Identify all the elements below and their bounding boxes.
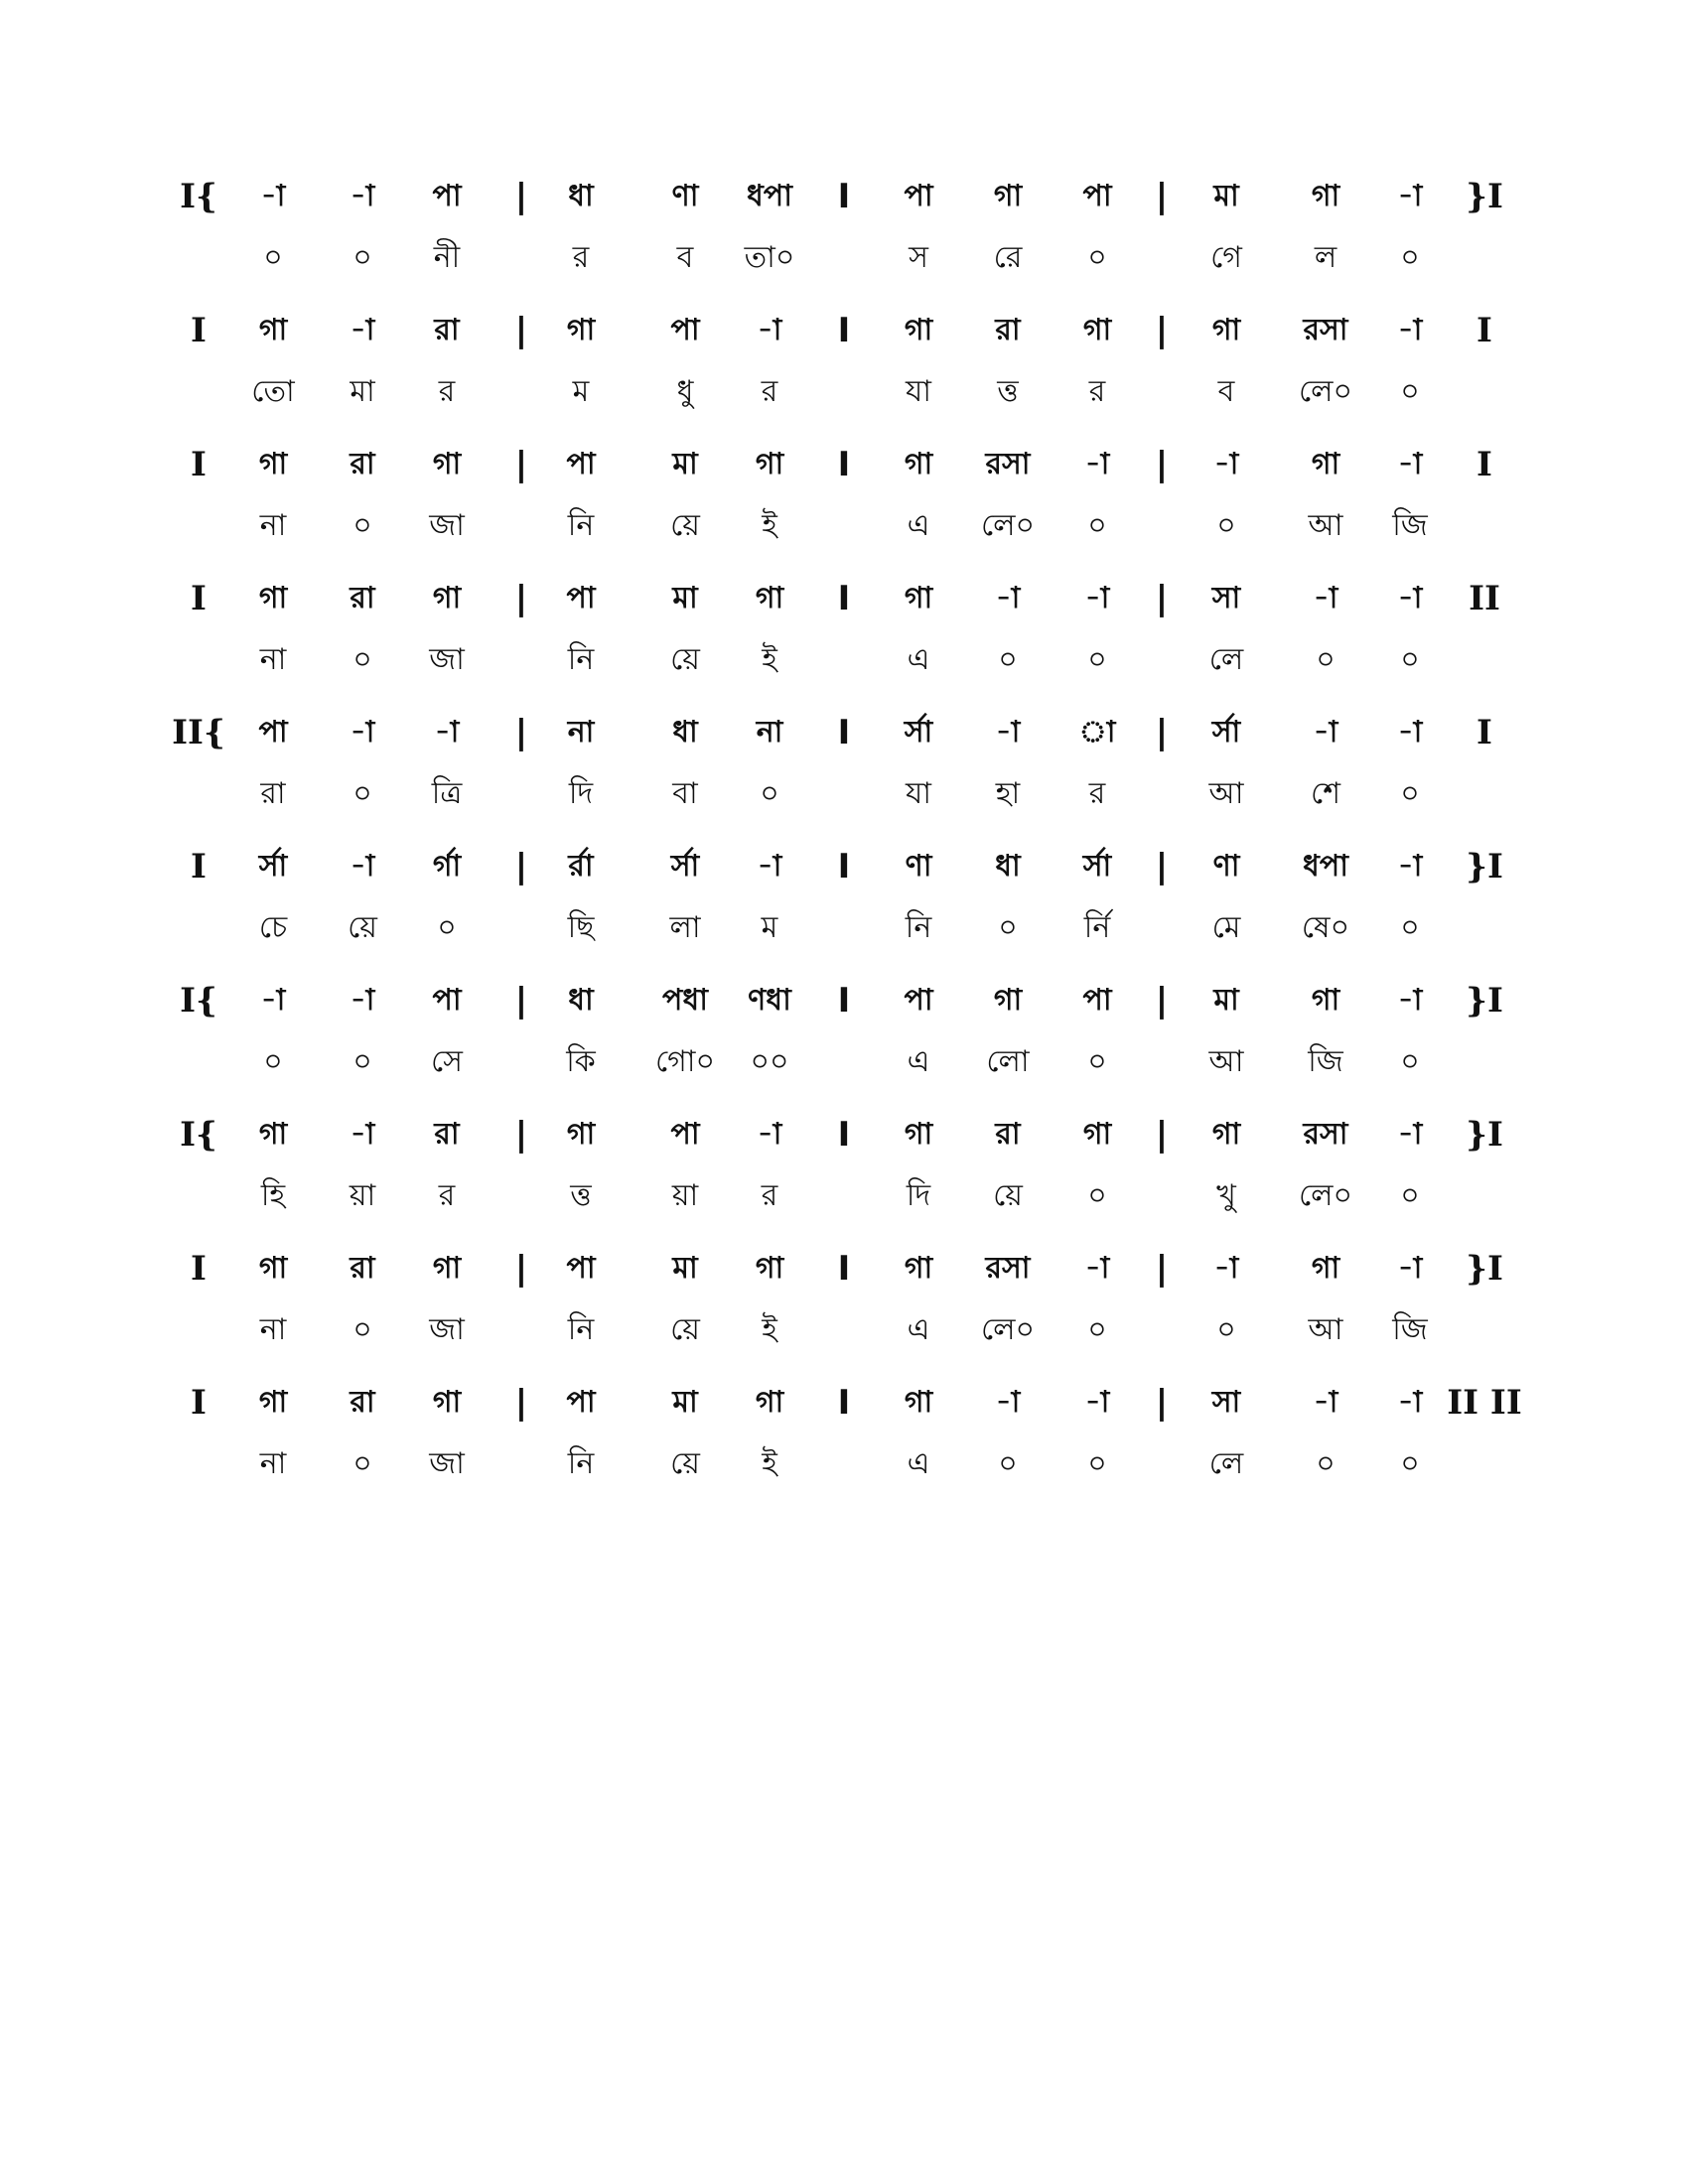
lyric-syllable: র (761, 1178, 778, 1213)
lyric-syllable: ষে০ (1301, 910, 1350, 945)
swara-note: -া (1397, 715, 1423, 750)
row-end-mark: }I (1466, 1249, 1503, 1289)
lyric-syllable: য়ে (348, 910, 377, 945)
swara-note: পা (566, 1251, 596, 1286)
lyric-syllable: ০ (1400, 1044, 1420, 1079)
lyric-syllable: ০ (352, 1446, 372, 1481)
bar-line: | (514, 445, 528, 484)
swara-note: -া (350, 179, 375, 213)
swara-note: পধা (662, 983, 708, 1018)
bar-line: I (837, 981, 851, 1021)
swara-note: র্রা (568, 849, 594, 884)
bar-line: I (837, 1249, 851, 1289)
lyric-syllable: ০ (352, 1312, 372, 1347)
lyric-syllable: আ (1308, 1312, 1343, 1347)
lyric-syllable: ম (572, 374, 590, 409)
bar-line: | (514, 981, 528, 1021)
swara-note: মা (672, 1251, 698, 1286)
swara-note: মা (672, 581, 698, 615)
swara-note: গা (904, 447, 933, 481)
bar-line: | (514, 713, 528, 752)
lyric-syllable: যা (906, 374, 931, 409)
lyric-syllable: হা (995, 776, 1021, 811)
swara-note: গা (1211, 1117, 1241, 1152)
bar-line: | (514, 1249, 528, 1289)
bar-line: | (514, 579, 528, 618)
swara-note: গা (1311, 447, 1340, 481)
swara-note: পা (670, 1117, 700, 1152)
lyric-syllable: র্নি (1083, 910, 1111, 945)
bar-line: | (1155, 847, 1169, 887)
lyric-syllable: ০ (1087, 642, 1107, 677)
swara-note: গা (432, 581, 462, 615)
lyric-syllable: জা (429, 642, 465, 677)
bar-line: I (837, 1115, 851, 1155)
lyric-syllable: নি (567, 1446, 595, 1481)
lyric-syllable: ব (1217, 374, 1235, 409)
lyric-syllable: ০ (352, 508, 372, 543)
swara-note: গা (258, 1385, 288, 1420)
lyric-syllable: মে (1211, 910, 1241, 945)
bar-line: | (514, 847, 528, 887)
swara-note: না (567, 715, 595, 750)
lyric-syllable: ০ (1316, 642, 1336, 677)
swara-note: রা (434, 1117, 460, 1152)
lyric-syllable: নী (433, 240, 461, 275)
bar-line: I (837, 1383, 851, 1423)
swara-note: রা (995, 313, 1021, 347)
lyric-syllable: লে (1208, 1446, 1244, 1481)
swara-note: গা (755, 1251, 784, 1286)
bar-line: | (514, 311, 528, 350)
lyric-syllable: ০ (1400, 240, 1420, 275)
lyric-syllable: এ (907, 508, 930, 543)
lyric-syllable: ই (762, 642, 777, 677)
lyric-syllable: ব (676, 240, 694, 275)
swara-note: গা (1311, 983, 1340, 1018)
lyric-syllable: লে০ (1298, 1178, 1353, 1213)
bar-line: I (837, 713, 851, 752)
bar-line: | (1155, 981, 1169, 1021)
row-start-mark: I{ (180, 981, 217, 1021)
swara-note: গা (258, 313, 288, 347)
lyric-syllable: য়ে (670, 1312, 700, 1347)
swara-note: -া (1397, 1251, 1423, 1286)
lyric-syllable: দি (568, 776, 594, 811)
lyric-syllable: যা (906, 776, 931, 811)
swara-note: রসা (985, 1251, 1031, 1286)
swara-note: গা (904, 1385, 933, 1420)
lyric-syllable: মা (350, 374, 375, 409)
bar-line: | (1155, 445, 1169, 484)
swara-note: রা (434, 313, 460, 347)
row-end-mark: I (1477, 445, 1492, 484)
swara-note: র্গা (432, 849, 462, 884)
swara-note: র্সা (258, 849, 288, 884)
lyric-syllable: জা (429, 1312, 465, 1347)
row-end-mark: II II (1447, 1383, 1522, 1423)
swara-note: রসা (1303, 1117, 1348, 1152)
lyric-syllable: ০ (1087, 1178, 1107, 1213)
lyric-syllable: এ (907, 1312, 930, 1347)
lyric-syllable: জি (1308, 1044, 1343, 1079)
lyric-syllable: ০ (263, 1044, 283, 1079)
lyric-syllable: বা (672, 776, 698, 811)
lyric-syllable: জি (1392, 1312, 1428, 1347)
lyric-syllable: ত্ত (570, 1178, 592, 1213)
swara-note: -া (1213, 447, 1239, 481)
swara-note: -া (1397, 983, 1423, 1018)
lyric-syllable: য়া (671, 1178, 699, 1213)
row-start-mark: I (191, 311, 207, 350)
swara-note: পা (432, 983, 462, 1018)
lyric-syllable: লে০ (980, 508, 1036, 543)
swara-note: -া (350, 313, 375, 347)
row-start-mark: I{ (180, 1115, 217, 1155)
lyric-syllable: ০ (1400, 776, 1420, 811)
lyric-syllable: দি (906, 1178, 931, 1213)
swara-note: া (1078, 715, 1116, 750)
lyric-syllable: ০ (1400, 642, 1420, 677)
swara-note: গা (993, 179, 1023, 213)
swara-note: -া (350, 849, 375, 884)
lyric-syllable: জা (429, 508, 465, 543)
lyric-syllable: হি (260, 1178, 286, 1213)
swara-note: গা (432, 1385, 462, 1420)
lyric-syllable: জা (429, 1446, 465, 1481)
lyric-syllable: ধু (676, 374, 694, 409)
swara-note: -া (1313, 715, 1338, 750)
lyric-syllable: র (438, 1178, 456, 1213)
swara-note: -া (995, 715, 1021, 750)
swara-note: গা (904, 581, 933, 615)
row-end-mark: I (1477, 713, 1492, 752)
swara-note: মা (1213, 983, 1239, 1018)
lyric-syllable: আ (1208, 776, 1244, 811)
swara-note: রসা (1303, 313, 1348, 347)
bar-line: | (1155, 177, 1169, 216)
swara-note: ণা (905, 849, 932, 884)
row-end-mark: }I (1466, 847, 1503, 887)
lyric-syllable: ০ (1316, 1446, 1336, 1481)
swara-note: -া (1313, 1385, 1338, 1420)
lyric-syllable: রে (993, 240, 1023, 275)
lyric-syllable: য়ে (670, 642, 700, 677)
swara-note: ধপা (1303, 849, 1348, 884)
lyric-syllable: না (259, 1446, 287, 1481)
swara-note: -া (1213, 1251, 1239, 1286)
swara-note: ণা (1212, 849, 1240, 884)
swara-note: -া (995, 581, 1021, 615)
lyric-syllable: ম (761, 910, 778, 945)
bar-line: | (514, 1115, 528, 1155)
swara-note: ণা (671, 179, 699, 213)
swara-note: -া (1084, 1251, 1110, 1286)
lyric-syllable: আ (1208, 1044, 1244, 1079)
row-end-mark: }I (1466, 177, 1503, 216)
swara-note: গা (432, 1251, 462, 1286)
lyric-syllable: চে (258, 910, 288, 945)
lyric-syllable: ০ (1087, 1446, 1107, 1481)
swara-note: গা (755, 581, 784, 615)
row-start-mark: I (191, 1249, 207, 1289)
swara-note: র্সা (904, 715, 933, 750)
swara-note: পা (904, 983, 933, 1018)
lyric-syllable: ০ (1216, 1312, 1236, 1347)
lyric-syllable: খু (1216, 1178, 1236, 1213)
lyric-syllable: না (259, 1312, 287, 1347)
lyric-syllable: ০ (760, 776, 779, 811)
swara-note: -া (995, 1385, 1021, 1420)
lyric-syllable: ই (762, 508, 777, 543)
lyric-syllable: ত্ত (997, 374, 1019, 409)
lyric-syllable: ০০ (750, 1044, 789, 1079)
lyric-syllable: ০ (437, 910, 457, 945)
bar-line: I (837, 177, 851, 216)
bar-line: | (1155, 1115, 1169, 1155)
swara-note: পা (670, 313, 700, 347)
swara-note: ণধা (748, 983, 791, 1018)
swara-note: ধা (672, 715, 698, 750)
lyric-syllable: ০ (352, 240, 372, 275)
swara-note: -া (1397, 1385, 1423, 1420)
swara-note: গা (258, 1117, 288, 1152)
swara-note: -া (757, 313, 782, 347)
swara-note: গা (566, 1117, 596, 1152)
lyric-syllable: ০ (1400, 1178, 1420, 1213)
swara-note: পা (1082, 179, 1112, 213)
lyric-syllable: ০ (1216, 508, 1236, 543)
swara-note: পা (432, 179, 462, 213)
swara-note: রা (350, 1251, 375, 1286)
lyric-syllable: ০ (1400, 910, 1420, 945)
swara-note: পা (566, 581, 596, 615)
swara-note: পা (904, 179, 933, 213)
lyric-syllable: র (572, 240, 590, 275)
lyric-syllable: ০ (998, 1446, 1018, 1481)
lyric-syllable: ত্রি (431, 776, 463, 811)
lyric-syllable: স (909, 240, 928, 275)
swara-note: -া (1397, 1117, 1423, 1152)
swara-note: সা (1211, 1385, 1241, 1420)
lyric-syllable: গে (1210, 240, 1242, 275)
swara-note: -া (350, 715, 375, 750)
swara-note: গা (566, 313, 596, 347)
lyric-syllable: য়া (349, 1178, 376, 1213)
swara-note: মা (672, 447, 698, 481)
swara-note: -া (1397, 313, 1423, 347)
swara-note: রা (350, 581, 375, 615)
swara-note: মা (672, 1385, 698, 1420)
swara-note: র্সা (1211, 715, 1241, 750)
bar-line: | (1155, 311, 1169, 350)
swara-note: গা (1082, 1117, 1112, 1152)
lyric-syllable: ০ (1087, 508, 1107, 543)
swara-note: না (756, 715, 783, 750)
lyric-syllable: ০ (352, 642, 372, 677)
swara-note: -া (260, 179, 286, 213)
swara-note: -া (1397, 581, 1423, 615)
swara-note: রা (350, 1385, 375, 1420)
lyric-syllable: ছি (567, 910, 595, 945)
lyric-syllable: জি (1392, 508, 1428, 543)
lyric-syllable: য়ে (670, 508, 700, 543)
swara-note: পা (1082, 983, 1112, 1018)
swara-note: -া (350, 983, 375, 1018)
swara-note: পা (566, 447, 596, 481)
bar-line: | (1155, 713, 1169, 752)
swara-note: -া (1397, 447, 1423, 481)
lyric-syllable: ০ (1400, 1446, 1420, 1481)
bar-line: | (1155, 579, 1169, 618)
lyric-syllable: না (259, 508, 287, 543)
lyric-syllable: ০ (1400, 374, 1420, 409)
lyric-syllable: রা (260, 776, 286, 811)
lyric-syllable: ০ (352, 1044, 372, 1079)
lyric-syllable: ০ (1087, 240, 1107, 275)
bar-line: | (1155, 1249, 1169, 1289)
swara-note: -া (434, 715, 460, 750)
row-end-mark: }I (1466, 1115, 1503, 1155)
lyric-syllable: ০ (998, 910, 1018, 945)
swara-note: -া (757, 849, 782, 884)
bar-line: I (837, 579, 851, 618)
swara-note: গা (1311, 179, 1340, 213)
swara-note: -া (757, 1117, 782, 1152)
lyric-syllable: নি (905, 910, 932, 945)
row-start-mark: II{ (172, 713, 225, 752)
swara-note: গা (1211, 313, 1241, 347)
swara-note: রসা (985, 447, 1031, 481)
bar-line: I (837, 847, 851, 887)
lyric-syllable: ০ (1087, 1312, 1107, 1347)
lyric-syllable: লে০ (1298, 374, 1353, 409)
row-start-mark: I (191, 1383, 207, 1423)
lyric-syllable: তো (251, 374, 295, 409)
swara-note: -া (260, 983, 286, 1018)
lyric-syllable: লো (986, 1044, 1030, 1079)
bar-line: | (514, 1383, 528, 1423)
swara-note: র্সা (670, 849, 700, 884)
swara-note: -া (1397, 849, 1423, 884)
row-end-mark: II (1469, 579, 1500, 618)
lyric-syllable: র (438, 374, 456, 409)
lyric-syllable: ই (762, 1312, 777, 1347)
swara-note: র্সা (1082, 849, 1112, 884)
lyric-syllable: ০ (1087, 1044, 1107, 1079)
lyric-syllable: লে০ (980, 1312, 1036, 1347)
swara-note: গা (755, 1385, 784, 1420)
lyric-syllable: নি (567, 1312, 595, 1347)
lyric-syllable: ০ (263, 240, 283, 275)
lyric-syllable: এ (907, 642, 930, 677)
lyric-syllable: য়ে (670, 1446, 700, 1481)
lyric-syllable: নি (567, 508, 595, 543)
swara-note: গা (1311, 1251, 1340, 1286)
row-start-mark: I (191, 579, 207, 618)
swara-note: গা (258, 1251, 288, 1286)
lyric-syllable: এ (907, 1446, 930, 1481)
swara-note: রা (995, 1117, 1021, 1152)
lyric-syllable: র (1088, 776, 1106, 811)
swara-note: মা (1213, 179, 1239, 213)
swara-note: ধা (568, 179, 594, 213)
lyric-syllable: ল (1314, 240, 1337, 275)
bar-line: I (837, 445, 851, 484)
lyric-syllable: শে (1311, 776, 1340, 811)
swara-note: ধা (995, 849, 1021, 884)
swara-note: ধা (568, 983, 594, 1018)
swara-note: গা (432, 447, 462, 481)
row-start-mark: I (191, 445, 207, 484)
swara-note: গা (755, 447, 784, 481)
bar-line: I (837, 311, 851, 350)
swara-note: গা (1082, 313, 1112, 347)
bar-line: | (514, 177, 528, 216)
bar-line: | (1155, 1383, 1169, 1423)
lyric-syllable: এ (907, 1044, 930, 1079)
lyric-syllable: গো০ (654, 1044, 716, 1079)
lyric-syllable: না (259, 642, 287, 677)
swara-note: গা (993, 983, 1023, 1018)
swara-note: গা (904, 1251, 933, 1286)
lyric-syllable: তা০ (744, 240, 795, 275)
row-start-mark: I (191, 847, 207, 887)
lyric-syllable: র (1088, 374, 1106, 409)
swara-note: -া (1313, 581, 1338, 615)
swara-note: -া (350, 1117, 375, 1152)
lyric-syllable: য়ে (993, 1178, 1023, 1213)
swara-note: ধপা (747, 179, 792, 213)
lyric-syllable: র (761, 374, 778, 409)
row-start-mark: I{ (180, 177, 217, 216)
swara-note: -া (1084, 447, 1110, 481)
lyric-syllable: লে (1208, 642, 1244, 677)
row-end-mark: I (1477, 311, 1492, 350)
swara-note: -া (1084, 1385, 1110, 1420)
row-end-mark: }I (1466, 981, 1503, 1021)
swara-note: পা (258, 715, 288, 750)
lyric-syllable: আ (1308, 508, 1343, 543)
lyric-syllable: লা (669, 910, 701, 945)
lyric-syllable: ই (762, 1446, 777, 1481)
lyric-syllable: ০ (352, 776, 372, 811)
swara-note: -া (1397, 179, 1423, 213)
swara-note: -া (1084, 581, 1110, 615)
lyric-syllable: সে (431, 1044, 463, 1079)
swara-note: পা (566, 1385, 596, 1420)
swara-note: রা (350, 447, 375, 481)
swara-note: গা (904, 313, 933, 347)
swara-note: সা (1211, 581, 1241, 615)
swara-note: গা (258, 581, 288, 615)
lyric-syllable: কি (566, 1044, 596, 1079)
lyric-syllable: ০ (998, 642, 1018, 677)
swara-note: গা (904, 1117, 933, 1152)
swara-note: গা (258, 447, 288, 481)
lyric-syllable: নি (567, 642, 595, 677)
